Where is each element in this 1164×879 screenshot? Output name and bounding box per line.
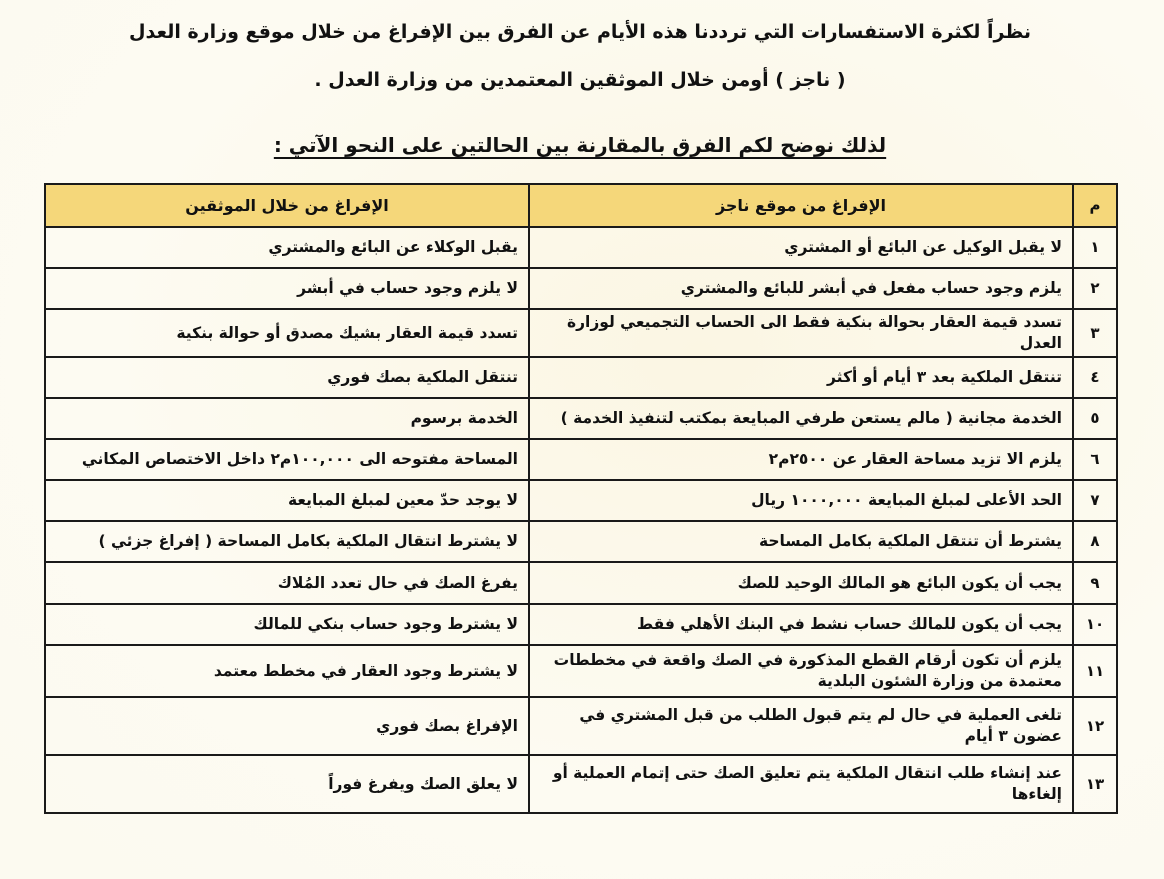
notary-cell: المساحة مفتوحه الى ١٠٠,٠٠٠م٢ داخل الاختصاص المكاني [45,439,529,480]
row-number: ٢ [1073,268,1117,309]
row-number: ٥ [1073,398,1117,439]
notary-cell: لا يلزم وجود حساب في أبشر [45,268,529,309]
row-number: ٤ [1073,357,1117,398]
notary-cell: تسدد قيمة العقار بشيك مصدق أو حوالة بنكية [45,309,529,357]
row-number: ١٠ [1073,604,1117,645]
table-row [45,398,1117,439]
row-number: ١٢ [1073,697,1117,755]
notary-cell: لا يشترط وجود حساب بنكي للمالك [45,604,529,645]
header-najiz: الإفراغ من موقع ناجز [529,184,1073,227]
notary-cell: يفرغ الصك في حال تعدد المُلاك [45,562,529,604]
table-row [45,309,1117,357]
notary-cell: لا يوجد حدّ معين لمبلغ المبايعة [45,480,529,521]
notary-cell: لا يعلق الصك ويفرغ فوراً [45,755,529,813]
najiz-cell: لا يقبل الوكيل عن البائع أو المشتري [529,227,1073,268]
comparison-table [44,183,1118,814]
row-number: ٩ [1073,562,1117,604]
table-row [45,521,1117,562]
comparison-heading-text: لذلك نوضح لكم الفرق بالمقارنة بين الحالتين على النحو الآتي : [273,133,887,157]
header-number: م [1073,184,1117,227]
notary-cell: الإفراغ بصك فوري [45,697,529,755]
najiz-cell: تنتقل الملكية بعد ٣ أيام أو أكثر [529,357,1073,398]
row-number: ١١ [1073,645,1117,697]
najiz-cell: الحد الأعلى لمبلغ المبايعة ١٠٠٠,٠٠٠ ريال [529,480,1073,521]
row-number: ٧ [1073,480,1117,521]
table-row [45,357,1117,398]
row-number: ٣ [1073,309,1117,357]
notary-cell: يقبل الوكلاء عن البائع والمشتري [45,227,529,268]
comparison-heading [60,132,1100,158]
table-row [45,562,1117,604]
najiz-cell: الخدمة مجانية ( مالم يستعن طرفي المبايعة بمكتب لتنفيذ الخدمة ) [529,398,1073,439]
row-number: ١ [1073,227,1117,268]
table-row [45,755,1117,813]
table-row [45,227,1117,268]
najiz-cell: يلزم الا تزيد مساحة العقار عن ٢٥٠٠م٢ [529,439,1073,480]
najiz-cell: يلزم وجود حساب مفعل في أبشر للبائع والمشتري [529,268,1073,309]
notary-cell: لا يشترط انتقال الملكية بكامل المساحة ( إفراغ جزئي ) [45,521,529,562]
najiz-cell: يجب أن يكون البائع هو المالك الوحيد للصك [529,562,1073,604]
intro-line-2: ( ناجز ) أومن خلال الموثقين المعتمدين من وزارة العدل . [314,69,846,91]
table-row [45,645,1117,697]
row-number: ١٣ [1073,755,1117,813]
table-header-row [45,184,1117,227]
najiz-cell: عند إنشاء طلب انتقال الملكية يتم تعليق الصك حتى إتمام العملية أو إلغاءها [529,755,1073,813]
table-row [45,604,1117,645]
row-number: ٨ [1073,521,1117,562]
row-number: ٦ [1073,439,1117,480]
notary-cell: لا يشترط وجود العقار في مخطط معتمد [45,645,529,697]
table-row [45,480,1117,521]
najiz-cell: يشترط أن تنتقل الملكية بكامل المساحة [529,521,1073,562]
notary-cell: الخدمة برسوم [45,398,529,439]
najiz-cell: تسدد قيمة العقار بحوالة بنكية فقط الى الحساب التجميعي لوزارة العدل [529,309,1073,357]
intro-line-1: نظراً لكثرة الاستفسارات التي ترددنا هذه الأيام عن الفرق بين الإفراغ من خلال موقع وزارة العدل [129,21,1031,43]
najiz-cell: يجب أن يكون للمالك حساب نشط في البنك الأهلي فقط [529,604,1073,645]
notary-cell: تنتقل الملكية بصك فوري [45,357,529,398]
najiz-cell: تلغى العملية في حال لم يتم قبول الطلب من قبل المشتري في عضون ٣ أيام [529,697,1073,755]
najiz-cell: يلزم أن تكون أرقام القطع المذكورة في الصك واقعة في مخططات معتمدة من وزارة الشئون البلدية [529,645,1073,697]
table-row [45,268,1117,309]
table-row [45,697,1117,755]
table-row [45,439,1117,480]
header-notary: الإفراغ من خلال الموثقين [45,184,529,227]
